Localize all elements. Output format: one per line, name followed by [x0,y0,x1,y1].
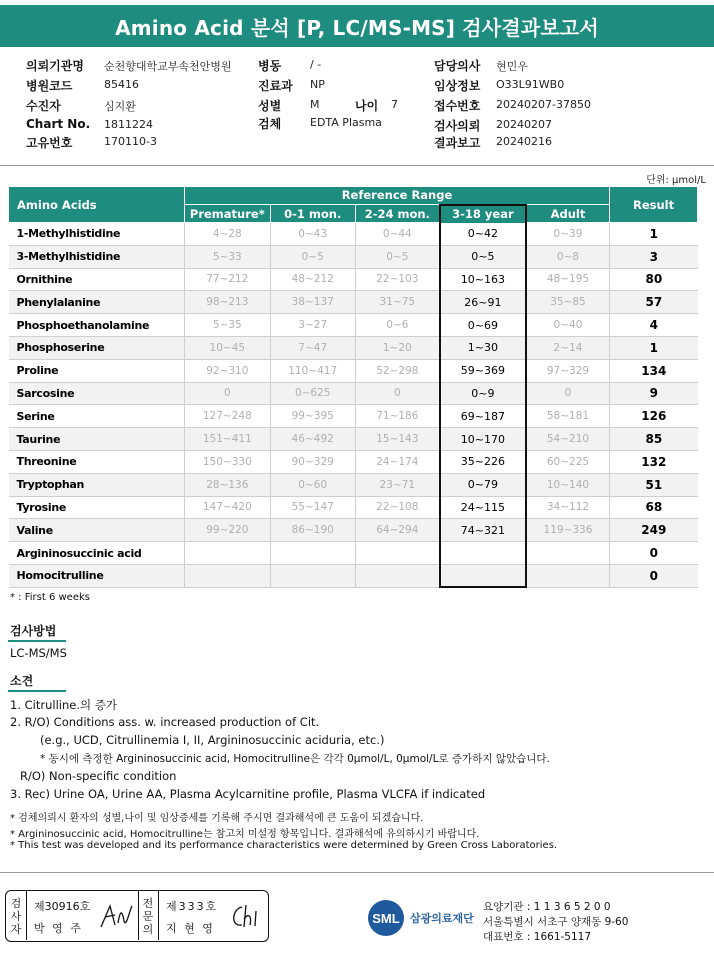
reference-range-cell: 24~174 [355,450,440,473]
specialist-label: 전문의 [142,897,154,936]
reference-range-cell: 34~112 [526,496,610,519]
reference-range-cell: 58~181 [526,405,610,428]
reference-range-cell: 0~39 [526,223,610,246]
patient-info [0,52,714,152]
request-label: 검사의뢰 [434,119,481,133]
receipt-label: 접수번호 [434,99,481,113]
amino-acid-name: Proline [9,359,185,382]
method-text: LC-MS/MS [10,646,67,660]
result-cell: 85 [610,428,698,451]
reference-range-cell: 71~186 [355,405,440,428]
col-adult: Adult [526,205,610,223]
reference-range-cell: 99~395 [270,405,355,428]
reference-range-cell: 46~492 [270,428,355,451]
ward-label: 병동 [258,59,282,73]
method-underline [8,640,66,642]
reference-range-cell: 7~47 [270,336,355,359]
reference-range-cell: 0~44 [355,223,440,246]
age-label: 나이 [355,99,379,113]
reference-range-cell [440,564,526,587]
reference-range-cell: 3~27 [270,314,355,337]
reference-range-cell: 0~40 [526,314,610,337]
amino-acid-name: Argininosuccinic acid [9,542,185,565]
reference-range-cell: 0~60 [270,473,355,496]
reference-range-cell [184,564,270,587]
amino-acid-name: Serine [9,405,185,428]
sign-divider-2 [138,891,139,940]
reference-range-cell [526,542,610,565]
institution-label: 의뢰기관명 [26,59,84,73]
reference-range-cell: 119~336 [526,519,610,542]
note-3: * This test was developed and its performance characteristics were determined by Green Cross Laboratories. [10,840,558,851]
code-label: 병원코드 [26,79,73,93]
table-row [9,450,698,473]
reference-range-cell: 127~248 [184,405,270,428]
table-row [9,336,698,359]
finding-line-2: 2. R/O) Conditions ass. w. increased production of Cit. [10,715,320,729]
result-cell: 1 [610,223,698,246]
report-label: 결과보고 [434,136,481,150]
header-divider [0,165,714,166]
reference-range-cell: 22~108 [355,496,440,519]
result-cell: 51 [610,473,698,496]
table-row [9,519,698,542]
reference-range-cell: 5~33 [184,245,270,268]
lab-address: 서울특별시 서초구 양재동 9-60 [483,916,629,928]
age-value: 7 [391,98,398,111]
col-0-1-mon: 0-1 mon. [270,205,355,223]
table-row [9,268,698,291]
amino-acid-name: Tryptophan [9,473,185,496]
code-value: 85416 [104,78,139,91]
result-cell: 0 [610,564,698,587]
method-title: 검사방법 [10,624,57,638]
reference-range-cell: 4~28 [184,223,270,246]
reference-range-cell: 1~20 [355,336,440,359]
reference-range-cell: 23~71 [355,473,440,496]
lab-care-number: 요양기관 : 1 1 3 6 5 2 0 0 [483,901,611,913]
reference-range-cell [270,542,355,565]
table-row [9,564,698,587]
examiner-signature [98,901,134,931]
table-row [9,359,698,382]
amino-acid-name: Taurine [9,428,185,451]
reference-range-cell [270,564,355,587]
amino-acid-name: Threonine [9,450,185,473]
amino-acid-table [8,186,698,588]
table-row [9,291,698,314]
reference-range-cell: 52~298 [355,359,440,382]
reference-range-cell: 10~45 [184,336,270,359]
reference-range-cell: 90~329 [270,450,355,473]
report-title: Amino Acid 분석 [P, LC/MS-MS] 검사결과보고서 [0,5,714,47]
reference-range-cell: 97~329 [526,359,610,382]
reference-range-cell: 2~14 [526,336,610,359]
doctor-value: 현민우 [496,60,528,73]
reference-range-cell: 48~212 [270,268,355,291]
result-cell: 9 [610,382,698,405]
amino-acid-name: Phosphoserine [9,336,185,359]
sign-divider-3 [158,891,159,940]
reference-range-cell: 31~75 [355,291,440,314]
finding-line-5: R/O) Non-specific condition [20,769,177,783]
reference-range-cell [184,542,270,565]
request-value: 20240207 [496,118,552,131]
lab-logo [366,898,474,938]
table-row [9,223,698,246]
col-2-24-mon: 2-24 mon. [355,205,440,223]
sex-value: M [310,98,320,111]
reference-range-cell: 0 [184,382,270,405]
table-row [9,382,698,405]
result-cell: 0 [610,542,698,565]
examiner-license: 제30916호 [34,900,91,913]
result-cell: 80 [610,268,698,291]
sml-logo-icon [366,898,406,938]
id-value: 170110-3 [104,135,157,148]
reference-range-cell: 99~220 [184,519,270,542]
reference-range-cell: 77~212 [184,268,270,291]
reference-range-cell: 0~79 [440,473,526,496]
sign-divider-1 [26,891,27,940]
reference-range-cell: 151~411 [184,428,270,451]
result-cell: 68 [610,496,698,519]
reference-range-cell: 0~9 [440,382,526,405]
reference-range-cell: 38~137 [270,291,355,314]
specialist-license: 제333호 [166,900,219,913]
reference-range-cell: 110~417 [270,359,355,382]
specimen-label: 검체 [258,117,282,131]
examiner-name: 박 영 주 [34,922,83,935]
reference-range-cell: 74~321 [440,519,526,542]
finding-line-4: * 동시에 측정한 Argininosuccinic acid, Homocitrulline은 각각 0μmol/L, 0μmol/L로 증가하지 않았습니다. [40,753,550,765]
reference-range-cell: 0~43 [270,223,355,246]
reference-range-cell: 147~420 [184,496,270,519]
footnote: * : First 6 weeks [10,592,90,603]
note-2: * Argininosuccinic acid, Homocitrulline는 참고치 미설정 항목입니다. 결과해석에 유의하시기 바랍니다. [10,829,480,840]
amino-acid-rows [9,223,698,588]
col-premature: Premature* [184,205,270,223]
table-row [9,542,698,565]
lab-phone: 대표번호 : 1661-5117 [483,931,592,943]
reference-range-cell: 0~6 [355,314,440,337]
findings-underline [8,690,66,692]
reference-range-cell: 22~103 [355,268,440,291]
amino-acid-name: Sarcosine [9,382,185,405]
amino-acid-name: Ornithine [9,268,185,291]
reference-range-cell: 48~195 [526,268,610,291]
reference-range-cell: 0~5 [440,245,526,268]
result-cell: 132 [610,450,698,473]
sex-label: 성별 [258,99,282,113]
reference-range-cell: 15~143 [355,428,440,451]
reference-range-cell: 60~225 [526,450,610,473]
dept-label: 진료과 [258,79,293,93]
reference-range-cell [355,542,440,565]
result-cell: 3 [610,245,698,268]
reference-range-cell [355,564,440,587]
reference-range-cell: 54~210 [526,428,610,451]
table-row [9,473,698,496]
finding-line-6: 3. Rec) Urine OA, Urine AA, Plasma Acylcarnitine profile, Plasma VLCFA if indicated [10,787,486,801]
amino-acid-name: 1-Methylhistidine [9,223,185,246]
lab-name: 삼광의료재단 [410,912,474,925]
table-row [9,245,698,268]
patient-label: 수진자 [26,99,61,113]
logo-text: SML [372,911,400,926]
reference-range-cell: 1~30 [440,336,526,359]
report-value: 20240216 [496,135,552,148]
amino-acid-name: Phosphoethanolamine [9,314,185,337]
reference-range-cell: 64~294 [355,519,440,542]
dept-value: NP [310,78,325,91]
footer-divider [0,872,714,873]
id-label: 고유번호 [26,136,73,150]
reference-range-cell: 98~213 [184,291,270,314]
doctor-label: 담당의사 [434,59,481,73]
clinical-value: O33L91WB0 [496,78,565,91]
reference-range-cell: 86~190 [270,519,355,542]
result-cell: 249 [610,519,698,542]
reference-range-cell: 0~5 [355,245,440,268]
reference-range-cell: 35~85 [526,291,610,314]
specimen-value: EDTA Plasma [310,116,382,129]
institution-value: 순천향대학교부속천안병원 [104,60,232,73]
reference-range-cell: 10~140 [526,473,610,496]
receipt-value: 20240207-37850 [496,98,591,111]
reference-range-cell: 35~226 [440,450,526,473]
specialist-name: 지 현 영 [166,922,215,935]
note-1: * 검체의뢰시 환자의 성별,나이 및 임상증세를 기록해 주시면 결과해석에 큰 도움이 되겠습니다. [10,813,424,824]
finding-line-3: (e.g., UCD, Citrullinemia I, II, Argininosuccinic aciduria, etc.) [40,733,385,747]
amino-acid-name: Homocitrulline [9,564,185,587]
result-cell: 4 [610,314,698,337]
chart-label: Chart No. [26,117,91,131]
reference-range-cell: 0 [355,382,440,405]
result-cell: 57 [610,291,698,314]
table-row [9,314,698,337]
amino-acid-name: Phenylalanine [9,291,185,314]
findings-title: 소견 [10,674,34,688]
patient-value: 심지환 [104,100,136,113]
unit-label: 단위: μmol/L [646,175,706,186]
reference-range-cell: 55~147 [270,496,355,519]
reference-range-cell: 0~625 [270,382,355,405]
table-row [9,428,698,451]
amino-acid-name: 3-Methylhistidine [9,245,185,268]
reference-range-cell: 5~35 [184,314,270,337]
col-reference-range: Reference Range [184,187,609,205]
col-amino-acids: Amino Acids [9,187,185,223]
clinical-label: 임상정보 [434,79,481,93]
amino-acid-name: Valine [9,519,185,542]
reference-range-cell: 150~330 [184,450,270,473]
reference-range-cell [440,542,526,565]
reference-range-cell: 69~187 [440,405,526,428]
reference-range-cell: 59~369 [440,359,526,382]
col-3-18-year: 3-18 year [440,205,526,223]
amino-acid-name: Tyrosine [9,496,185,519]
reference-range-cell: 26~91 [440,291,526,314]
table-row [9,405,698,428]
reference-range-cell: 0~42 [440,223,526,246]
chart-value: 1811224 [104,118,153,131]
col-result: Result [610,187,698,223]
reference-range-cell: 0~69 [440,314,526,337]
reference-range-cell [526,564,610,587]
result-cell: 126 [610,405,698,428]
reference-range-cell: 92~310 [184,359,270,382]
reference-range-cell: 0~8 [526,245,610,268]
finding-line-1: 1. Citrulline.의 증가 [10,698,117,712]
specialist-signature [228,901,264,931]
reference-range-cell: 0~5 [270,245,355,268]
examiner-label: 검사자 [10,897,22,936]
signature-box [5,890,269,942]
ward-value: / - [310,58,322,71]
result-cell: 1 [610,336,698,359]
reference-range-cell: 0 [526,382,610,405]
table-row [9,496,698,519]
reference-range-cell: 28~136 [184,473,270,496]
result-cell: 134 [610,359,698,382]
reference-range-cell: 10~163 [440,268,526,291]
reference-range-cell: 24~115 [440,496,526,519]
reference-range-cell: 10~170 [440,428,526,451]
